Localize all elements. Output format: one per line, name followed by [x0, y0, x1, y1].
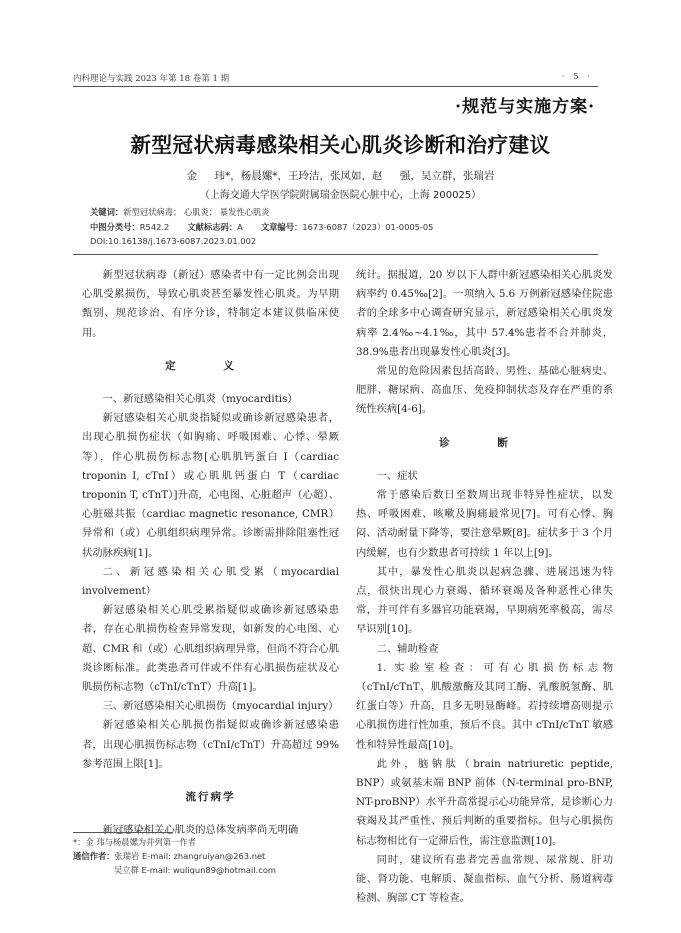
- journal-header: 内科理论与实践 2023 年第 18 卷第 1 期: [73, 74, 230, 84]
- doc-code-value: A: [237, 222, 243, 232]
- right-column: [356, 266, 613, 909]
- classification-line: [90, 221, 433, 233]
- definition-2-title: 二、新冠感染相关心肌受累（myocardial involvement）: [82, 565, 339, 598]
- epidemiology-continued: 统计。据报道，20 岁以下人群中新冠感染相关心肌炎发病率约 0.45‰[2]。一项纳入 5.6 万例新冠感染住院患者的全球多中心调查研究显示，新冠感染相关心肌炎发病率 2.4‰~4.1‰，其中 57.4%患者不合并肺炎，38.9%患者出现暴发性心肌炎[3]。: [356, 269, 613, 358]
- clc-value: R542.2: [139, 222, 170, 232]
- page-number: · 5 ·: [561, 72, 593, 82]
- heading-diagnosis: 诊 断: [439, 436, 530, 449]
- affiliation: （上海交通大学医学院附属瑞金医院心脏中心，上海 200025）: [199, 190, 482, 201]
- footnote-corr-1: [73, 850, 265, 864]
- definition-1-title: 一、新冠感染相关心肌炎（myocarditis）: [102, 393, 298, 406]
- definition-3-title: 三、新冠感染相关心肌损伤（myocardial injury）: [102, 700, 339, 713]
- epidemiology-text: 新冠感染相关心肌炎的总体发病率尚无明确: [102, 824, 299, 837]
- footnote-corr-2: 吴立群 E-mail: wuliqun89@hotmail.com: [114, 865, 276, 875]
- symptoms-text-2: 其中，暴发性心肌炎以起病急骤、进展迅速为特点，很快出现心力衰竭、循环衰竭及各种恶性心律失常，并可伴有多器官功能衰竭，早期病死率极高，需尽早识别[10]。: [356, 565, 613, 636]
- article-no-label: 文章编号：: [260, 222, 303, 232]
- keywords: 新型冠状病毒； 心肌炎； 暴发性心肌炎: [123, 207, 270, 217]
- aux-exam-text-3: 同时，建议所有患者完善血常规、尿常规、肝功能、肾功能、电解质、凝血指标、血气分析、肠道病毒检测、胸部 CT 等检查。: [356, 853, 613, 905]
- doi: DOI:10.16138/j.1673-6087.2023.01.002: [90, 236, 257, 246]
- aux-exam-text-2: 此外，脑钠肽（brain natriuretic peptide, BNP）或氨基末端 BNP 前体（N-terminal pro-BNP, NT-proBNP）水平升高常提示心功能异常，是诊断心力衰竭及其严重性、预后判断的重要指标。但与心肌损伤标志物相比有一定滞后性，需注意监测[10]。: [356, 757, 613, 847]
- footnote-cofirst: *：金 玮与杨晨嫘为并列第一作者: [73, 837, 196, 847]
- symptoms-text-1: 常于感染后数日至数周出现非特异性症状，以发热、呼吸困难、咳嗽及胸痛最常见[7]。可有心悸、胸闷、活动耐量下降等，要注意晕厥[8]。症状多于 3 个月内缓解，也有少数患者可持续 1 年以上[9]。: [356, 489, 613, 559]
- corr-author-1: 张瑞岩 E-mail: zhangruiyan@263.net: [114, 851, 266, 861]
- left-column: [82, 266, 339, 840]
- corr-label: 通信作者：: [73, 851, 115, 861]
- definition-2-text: 新冠感染相关心肌受累指疑似或确诊新冠感染患者，存在心肌损伤检查异常发现，如新发的心电图、心超、CMR 和（或）心肌组织病理异常，但尚不符合心肌炎诊断标准。此类患者可伴或不伴有心肌损伤症状及心肌损伤标志物（cTnI/cTnT）升高[1]。: [82, 604, 339, 694]
- doc-code-label: 文献标志码：: [187, 222, 238, 232]
- clc-label: 中图分类号：: [90, 222, 140, 232]
- keywords-line: [90, 206, 270, 218]
- intro-paragraph: 新型冠状病毒（新冠）感染者中有一定比例会出现心肌受累损伤，导致心肌炎甚至暴发性心肌炎。为早期甄别、规范诊治、有序分诊，特制定本建议供临床使用。: [82, 269, 339, 339]
- footnote-rule: [73, 832, 173, 833]
- article-title: 新型冠状病毒感染相关心肌炎诊断和治疗建议: [130, 133, 551, 157]
- meta-rule: [73, 254, 598, 255]
- definition-1-text: 新冠感染相关心肌炎指疑似或确诊新冠感染患者，出现心肌损伤症状（如胸痛、呼吸困难、心悸、晕厥等），伴心肌损伤标志物[心肌肌钙蛋白 I（cardiac troponin I, cTnI）或心肌肌钙蛋白 T（cardiac troponin T, cTnT）]升高，心电图、心脏超声（心超）、心脏磁共振（cardiac magnetic resonance, CMR）异常和（或）心肌组织病理异常。诊断需排除阻塞性冠状动脉疾病[1]。: [82, 412, 339, 559]
- article-no-value: 1673-6087（2023）01-0005-05: [302, 222, 434, 232]
- heading-epidemiology: 流行病学: [185, 791, 236, 804]
- keywords-label: 关键词：: [90, 207, 124, 217]
- aux-exam-text-1: 1. 实验室检查：可有心肌损伤标志物（cTnI/cTnT、肌酸激酶及其同工酶、乳酸脱氢酶、肌红蛋白等）升高，且多无明显酶峰。若持续增高则提示心肌损伤进行性加重，预后不良。其中 cTnI/cTnT 敏感性和特异性最高[10]。: [356, 661, 613, 751]
- section-tag: ·规范与实施方案·: [455, 97, 595, 117]
- risk-factors-text: 常见的危险因素包括高龄、男性、基础心脏病史、肥胖、糖尿病、高血压、免疫抑制状态及存在严重的系统性疾病[4-6]。: [356, 365, 613, 416]
- heading-definition: 定 义: [165, 359, 256, 372]
- header-rule: [73, 86, 598, 87]
- aux-exam-title: 二、辅助检查: [376, 642, 439, 655]
- definition-3-text: 新冠感染相关心肌损伤指疑似或确诊新冠感染患者，出现心肌损伤标志物（cTnI/cTnT）升高超过 99%参考范围上限[1]。: [82, 719, 339, 770]
- symptoms-title: 一、症状: [376, 469, 418, 482]
- authors: 金 玮*，杨晨嫘*，王玲洁，张凤如，赵 强，吴立群，张瑞岩: [186, 170, 495, 182]
